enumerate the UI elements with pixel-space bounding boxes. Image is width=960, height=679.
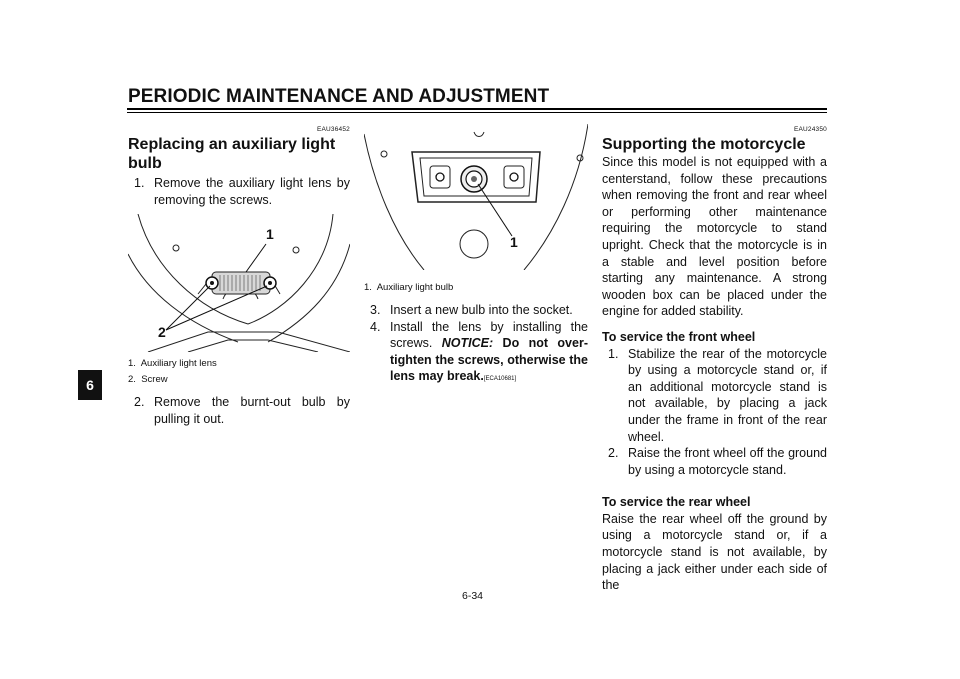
intro-paragraph: Since this model is not equipped with a centerstand, follow these precautions when removing the front and rear wheel or performing other maintenance requiring the motorcycle to stand upright. Check that the motorcycle is in a stable and level position before starting any maintenance. A strong wooden box can be placed under the engine for added stability. bbox=[602, 155, 827, 319]
step-text: Install the lens by installing the screws. bbox=[390, 319, 588, 351]
header-rule bbox=[127, 108, 827, 110]
step-number: 2. bbox=[134, 395, 145, 410]
section-title: Replacing an auxiliary light bulb bbox=[128, 136, 336, 172]
caption-item: 1. Auxiliary light bulb bbox=[364, 282, 454, 293]
step-number: 4. bbox=[370, 319, 381, 334]
notice-warning: Do not over-tighten the screws, otherwise the lens may break. bbox=[390, 336, 588, 384]
notice-code: [ECA10681] bbox=[483, 376, 517, 383]
figure-bulb-illustration bbox=[364, 124, 588, 270]
ref-code: EAU36452 bbox=[316, 126, 350, 133]
left-column bbox=[128, 120, 350, 427]
chapter-tab: 6 bbox=[78, 370, 102, 400]
figure-captions bbox=[128, 356, 350, 388]
header-rule-thin bbox=[127, 112, 827, 113]
figure-captions bbox=[364, 280, 588, 296]
step-3 bbox=[364, 302, 588, 319]
step-number: 1. bbox=[608, 346, 619, 361]
step-text: Remove the burnt-out bulb by pulling it out. bbox=[154, 395, 350, 426]
step-text: Raise the front wheel off the ground by using a motorcycle stand. bbox=[628, 446, 827, 477]
figure-callout-2: 2 bbox=[158, 324, 166, 341]
step-1 bbox=[128, 175, 350, 208]
caption-item: 1. Auxiliary light lens bbox=[128, 358, 217, 370]
figure-auxiliary-bulb bbox=[364, 124, 588, 270]
page-header-title: PERIODIC MAINTENANCE AND ADJUSTMENT bbox=[128, 86, 550, 107]
figure-callout-1: 1 bbox=[510, 234, 518, 250]
front-wheel-heading: To service the front wheel bbox=[602, 329, 756, 344]
step-text: Insert a new bulb into the socket. bbox=[390, 303, 573, 317]
section-title: Supporting the motorcycle bbox=[602, 136, 806, 153]
figure-auxiliary-lens bbox=[128, 214, 350, 352]
caption-item: 2. Screw bbox=[128, 374, 168, 386]
step-text: Remove the auxiliary light lens by removing the screws. bbox=[154, 176, 350, 207]
rear-wheel-paragraph: Raise the rear wheel off the ground by using a motorcycle stand or, if a motorcycle stand is not available, by placing a jack either under each side of the bbox=[602, 511, 827, 593]
rear-wheel-heading: To service the rear wheel bbox=[602, 495, 751, 510]
figure-callout-1: 1 bbox=[266, 226, 274, 243]
step-4 bbox=[364, 319, 588, 388]
step-number: 1. bbox=[134, 176, 145, 190]
front-step-1 bbox=[602, 346, 827, 446]
notice-label: NOTICE: bbox=[441, 336, 494, 351]
page-number: 6-34 bbox=[462, 590, 484, 602]
front-step-2 bbox=[602, 445, 827, 478]
middle-column bbox=[364, 124, 588, 388]
step-text: Stabilize the rear of the motorcycle by using a motorcycle stand or, if an additional motorcycle stand is not available, by placing a jack under the frame in front of the rear wheel. bbox=[628, 346, 827, 444]
right-column bbox=[602, 120, 827, 594]
ref-code: EAU24350 bbox=[793, 126, 827, 133]
step-number: 3. bbox=[370, 303, 381, 317]
step-number: 2. bbox=[608, 446, 619, 461]
step-2 bbox=[128, 394, 350, 427]
